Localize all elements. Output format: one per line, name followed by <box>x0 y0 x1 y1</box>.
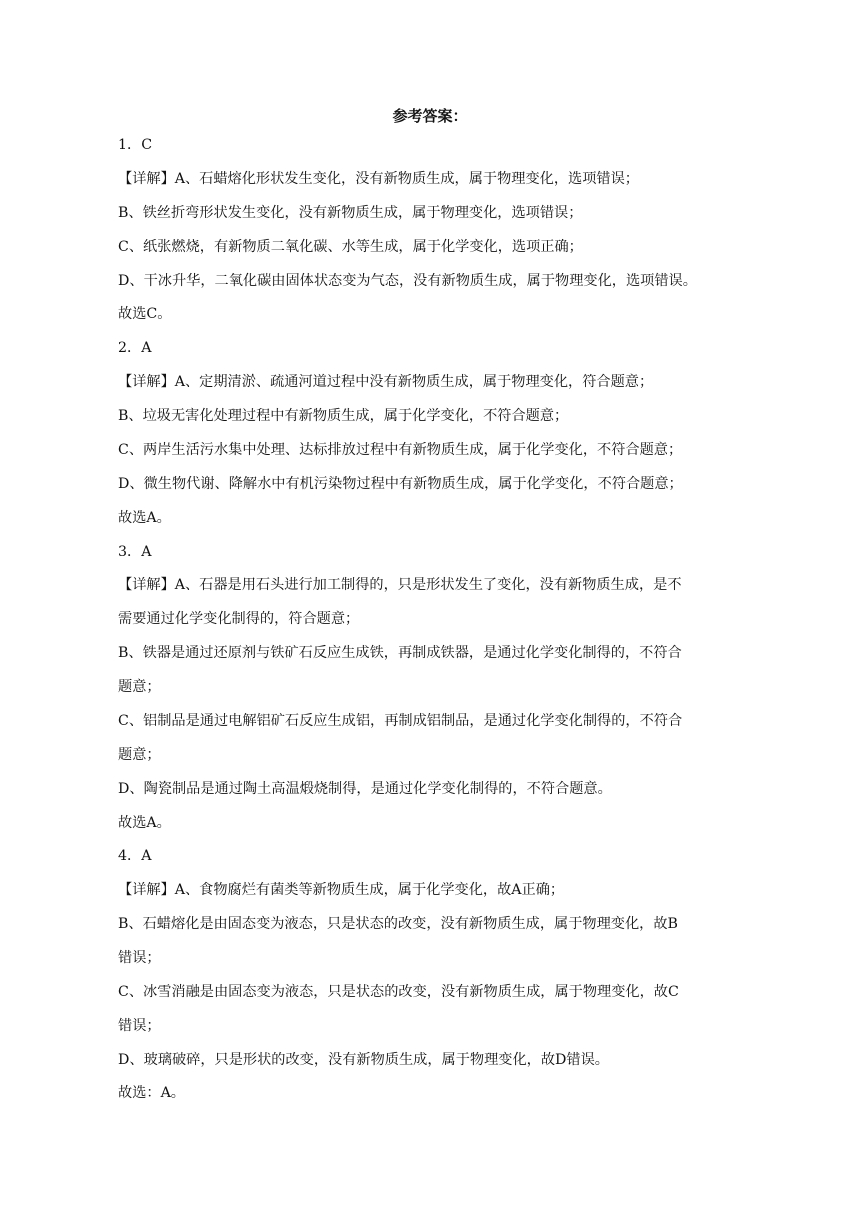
explanation-line: 错误； <box>118 950 161 966</box>
explanation-line: 题意； <box>118 747 161 763</box>
answer-conclusion: 故选A。 <box>118 510 171 526</box>
explanation-line: D、陶瓷制品是通过陶土高温煅烧制得，是通过化学变化制得的，不符合题意。 <box>118 781 612 797</box>
explanation-line: 【详解】A、食物腐烂有菌类等新物质生成，属于化学变化，故A正确； <box>118 882 565 898</box>
explanation-line: D、微生物代谢、降解水中有机污染物过程中有新物质生成，属于化学变化，不符合题意； <box>118 476 683 492</box>
explanation-line: 【详解】A、定期清淤、疏通河道过程中没有新物质生成，属于物理变化，符合题意； <box>118 374 654 390</box>
explanation-line: C、两岸生活污水集中处理、达标排放过程中有新物质生成，属于化学变化，不符合题意； <box>118 442 683 458</box>
page-title: 参考答案： <box>392 107 468 125</box>
explanation-line: C、冰雪消融是由固态变为液态，只是状态的改变，没有新物质生成，属于物理变化，故C <box>118 984 679 1000</box>
answer-conclusion: 故选C。 <box>118 306 172 322</box>
answer-number-3: 3．A <box>118 544 152 560</box>
explanation-line: 错误； <box>118 1018 161 1034</box>
explanation-line: B、垃圾无害化处理过程中有新物质生成，属于化学变化，不符合题意； <box>118 408 569 424</box>
answer-number-2: 2．A <box>118 340 152 356</box>
answer-conclusion: 故选A。 <box>118 815 171 831</box>
answer-number-1: 1．C <box>118 137 153 153</box>
explanation-line: B、铁丝折弯形状发生变化，没有新物质生成，属于物理变化，选项错误； <box>118 205 583 221</box>
explanation-line: D、干冰升华，二氧化碳由固体状态变为气态，没有新物质生成，属于物理变化，选项错误。 <box>118 273 697 289</box>
explanation-line: 题意； <box>118 679 161 695</box>
explanation-line: C、纸张燃烧，有新物质二氧化碳、水等生成，属于化学变化，选项正确； <box>118 239 583 255</box>
answer-number-4: 4．A <box>118 848 152 864</box>
explanation-line: 需要通过化学变化制得的，符合题意； <box>118 611 360 627</box>
explanation-line: B、铁器是通过还原剂与铁矿石反应生成铁，再制成铁器，是通过化学变化制得的，不符合 <box>118 645 682 661</box>
explanation-line: 【详解】A、石蜡熔化形状发生变化，没有新物质生成，属于物理变化，选项错误； <box>118 171 639 187</box>
explanation-line: C、铝制品是通过电解铝矿石反应生成铝，再制成铝制品，是通过化学变化制得的，不符合 <box>118 713 683 729</box>
answer-conclusion: 故选：A。 <box>118 1085 185 1101</box>
explanation-line: B、石蜡熔化是由固态变为液态，只是状态的改变，没有新物质生成，属于物理变化，故B <box>118 916 678 932</box>
explanation-line: 【详解】A、石器是用石头进行加工制得的，只是形状发生了变化，没有新物质生成，是不 <box>118 577 682 593</box>
explanation-line: D、玻璃破碎，只是形状的改变，没有新物质生成，属于物理变化，故D错误。 <box>118 1052 609 1068</box>
